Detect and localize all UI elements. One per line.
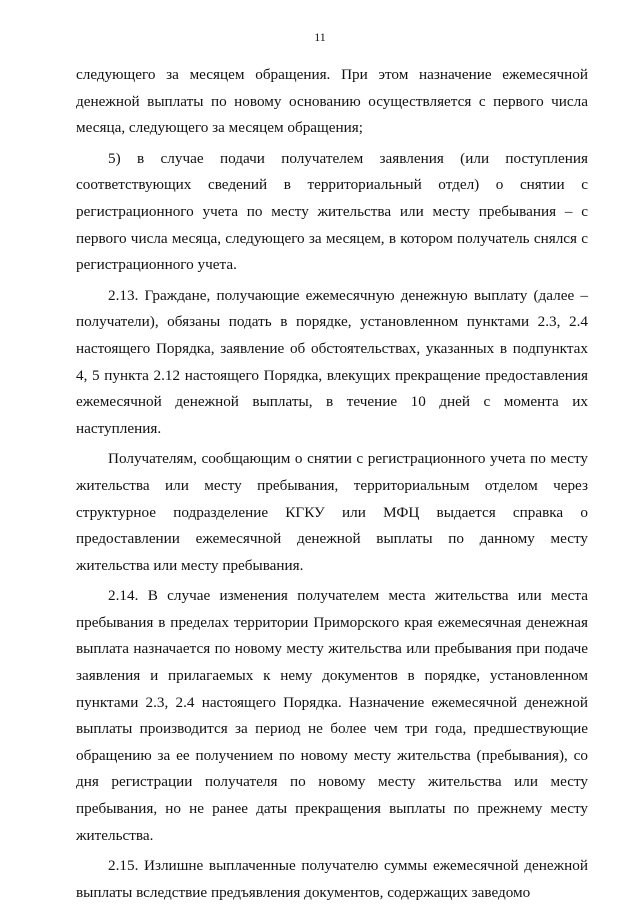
paragraph-certificate: Получателям, сообщающим о снятии с регистрационного учета по месту жительства или месту пребывания, территориальным отделом через структурное подразделение КГКУ или МФЦ выдается справка о предоставлении ежемесячной денежной выплаты по данному месту жительства или месту пребывания. — [76, 450, 588, 574]
paragraph-subitem-5: 5) в случае подачи получателем заявления (или поступления соответствующих сведений в территориальный отдел) о снятии с регистрационного учета по месту жительства или месту пребывания – с первого числа месяца, следующего за месяцем, в котором получатель снялся с регистрационного учета. — [76, 149, 588, 274]
paragraph-continuation: следующего за месяцем обращения. При этом назначение ежемесячной денежной выплаты по новому основанию осуществляется с первого числа месяца, следующего за месяцем обращения; — [76, 66, 588, 137]
paragraph-2-14: 2.14. В случае изменения получателем места жительства или места пребывания в пределах территории Приморского края ежемесячная денежная выплата назначается по новому месту жительства или пребывания при подаче заявления и прилагаемых к нему документов в порядке, установленном пунктами 2.3, 2.4 настоящего Порядка. Назначение ежемесячной денежной выплаты производится за период не более чем три года, предшествующие обращению за ее получением по новому месту жительства (пребывания), со дня регистрации получателя по новому месту жительства или месту пребывания, но не ранее даты прекращения выплаты по прежнему месту жительства. — [76, 587, 588, 844]
document-body — [76, 62, 588, 910]
paragraph-2-15: 2.15. Излишне выплаченные получателю суммы ежемесячной денежной выплаты вследствие предъявления документов, содержащих заведомо — [76, 857, 588, 901]
paragraph-2-13: 2.13. Граждане, получающие ежемесячную денежную выплату (далее – получатели), обязаны подать в порядке, установленном пунктами 2.3, 2.4 настоящего Порядка, заявление об обстоятельствах, указанных в подпунктах 4, 5 пункта 2.12 настоящего Порядка, влекущих прекращение предоставления ежемесячной денежной выплаты, в течение 10 дней с момента их наступления. — [76, 286, 588, 437]
page-number: 11 — [314, 30, 326, 44]
